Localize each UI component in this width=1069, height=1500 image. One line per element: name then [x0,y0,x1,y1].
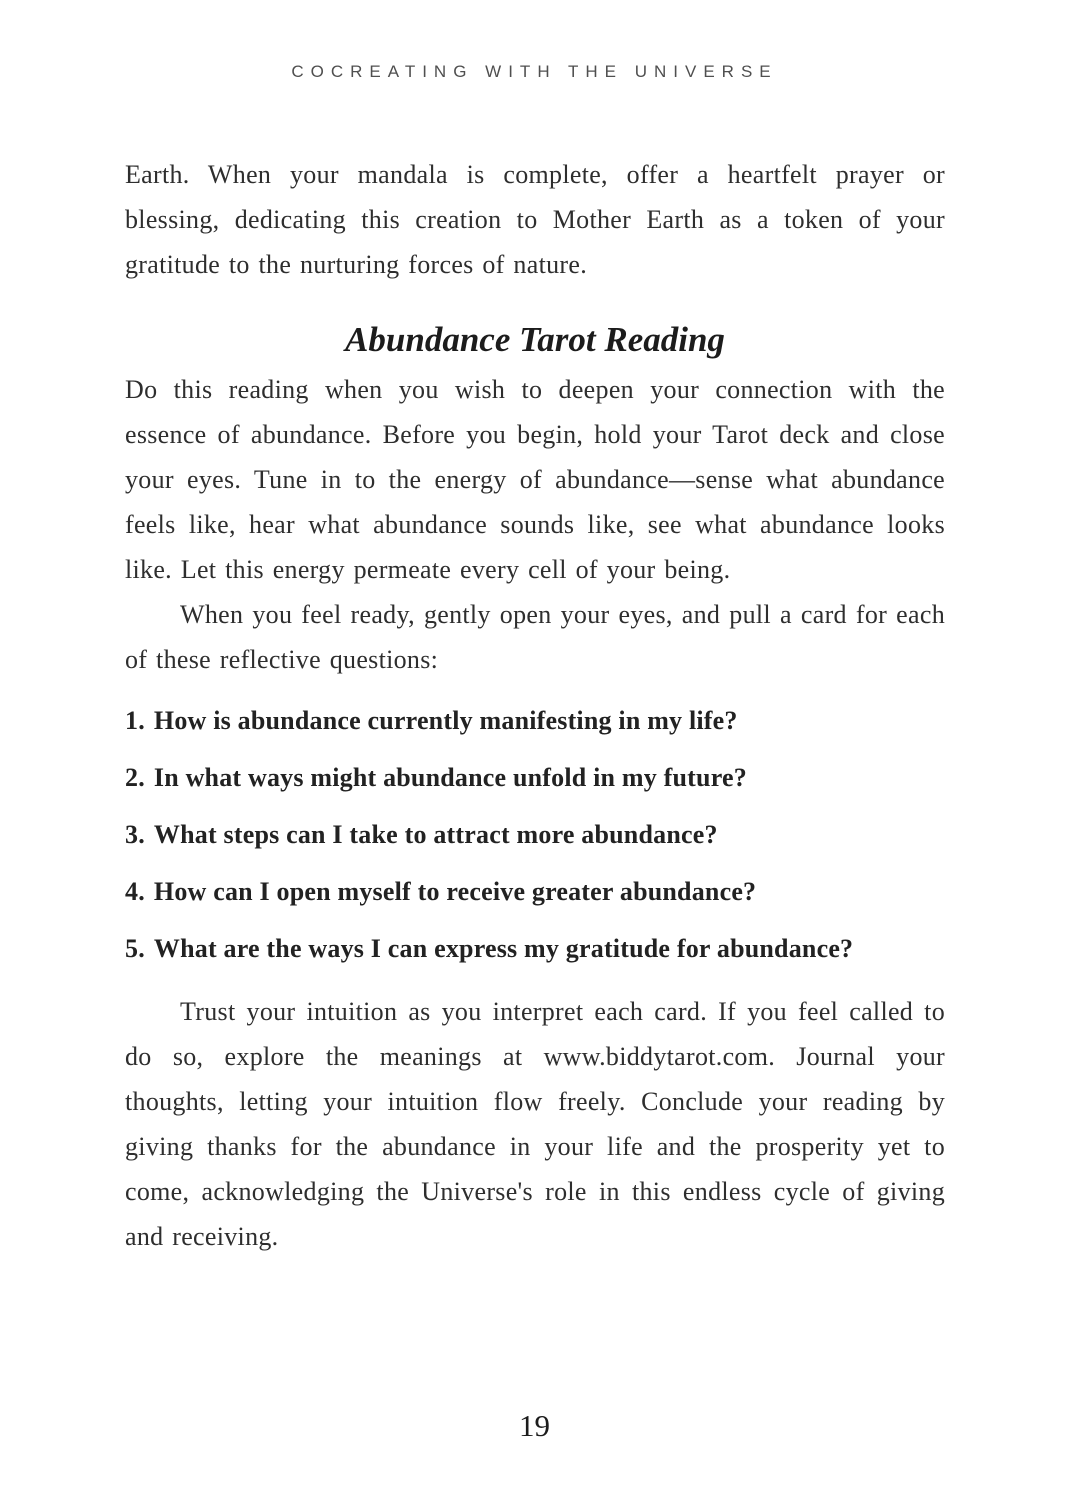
question-number: 5. [125,934,145,963]
question-text: What are the ways I can express my gratitude for abundance? [153,934,854,963]
running-header: COCREATING WITH THE UNIVERSE [291,62,778,81]
list-item [125,869,945,914]
section-heading: Abundance Tarot Reading [345,320,725,359]
list-item [125,926,945,971]
paragraph-closing: Trust your intuition as you interpret each card. If you feel called to do so, explore the meanings at www.biddytarot.com. Journal your thoughts, letting your intuition flow freely. Conclude your reading by giving thanks for the abundance in your life and the prosperity yet to come, acknowledging the Universe's role in this endless cycle of giving and receiving. [125,997,945,1251]
page-content [125,152,945,1259]
question-text: What steps can I take to attract more abundance? [153,820,718,849]
page-number: 19 [519,1408,550,1443]
question-text: In what ways might abundance unfold in my future? [153,763,747,792]
question-number: 1. [125,706,145,735]
question-list [125,698,945,971]
question-number: 2. [125,763,145,792]
question-number: 4. [125,877,145,906]
question-text: How can I open myself to receive greater abundance? [153,877,757,906]
paragraph-ready: When you feel ready, gently open your eyes, and pull a card for each of these reflective questions: [125,600,945,674]
question-number: 3. [125,820,145,849]
paragraph-reading: Do this reading when you wish to deepen your connection with the essence of abundance. Before you begin, hold your Tarot deck and close your eyes. Tune in to the energy of abundance—sense what abundance feels like, hear what abundance sounds like, see what abundance looks like. Let this energy permeate every cell of your being. [125,375,945,584]
paragraph-intro: Earth. When your mandala is complete, offer a heartfelt prayer or blessing, dedicating this creation to Mother Earth as a token of your gratitude to the nurturing forces of nature. [125,160,945,279]
question-text: How is abundance currently manifesting in my life? [153,706,738,735]
list-item [125,755,945,800]
list-item [125,698,945,743]
list-item [125,812,945,857]
